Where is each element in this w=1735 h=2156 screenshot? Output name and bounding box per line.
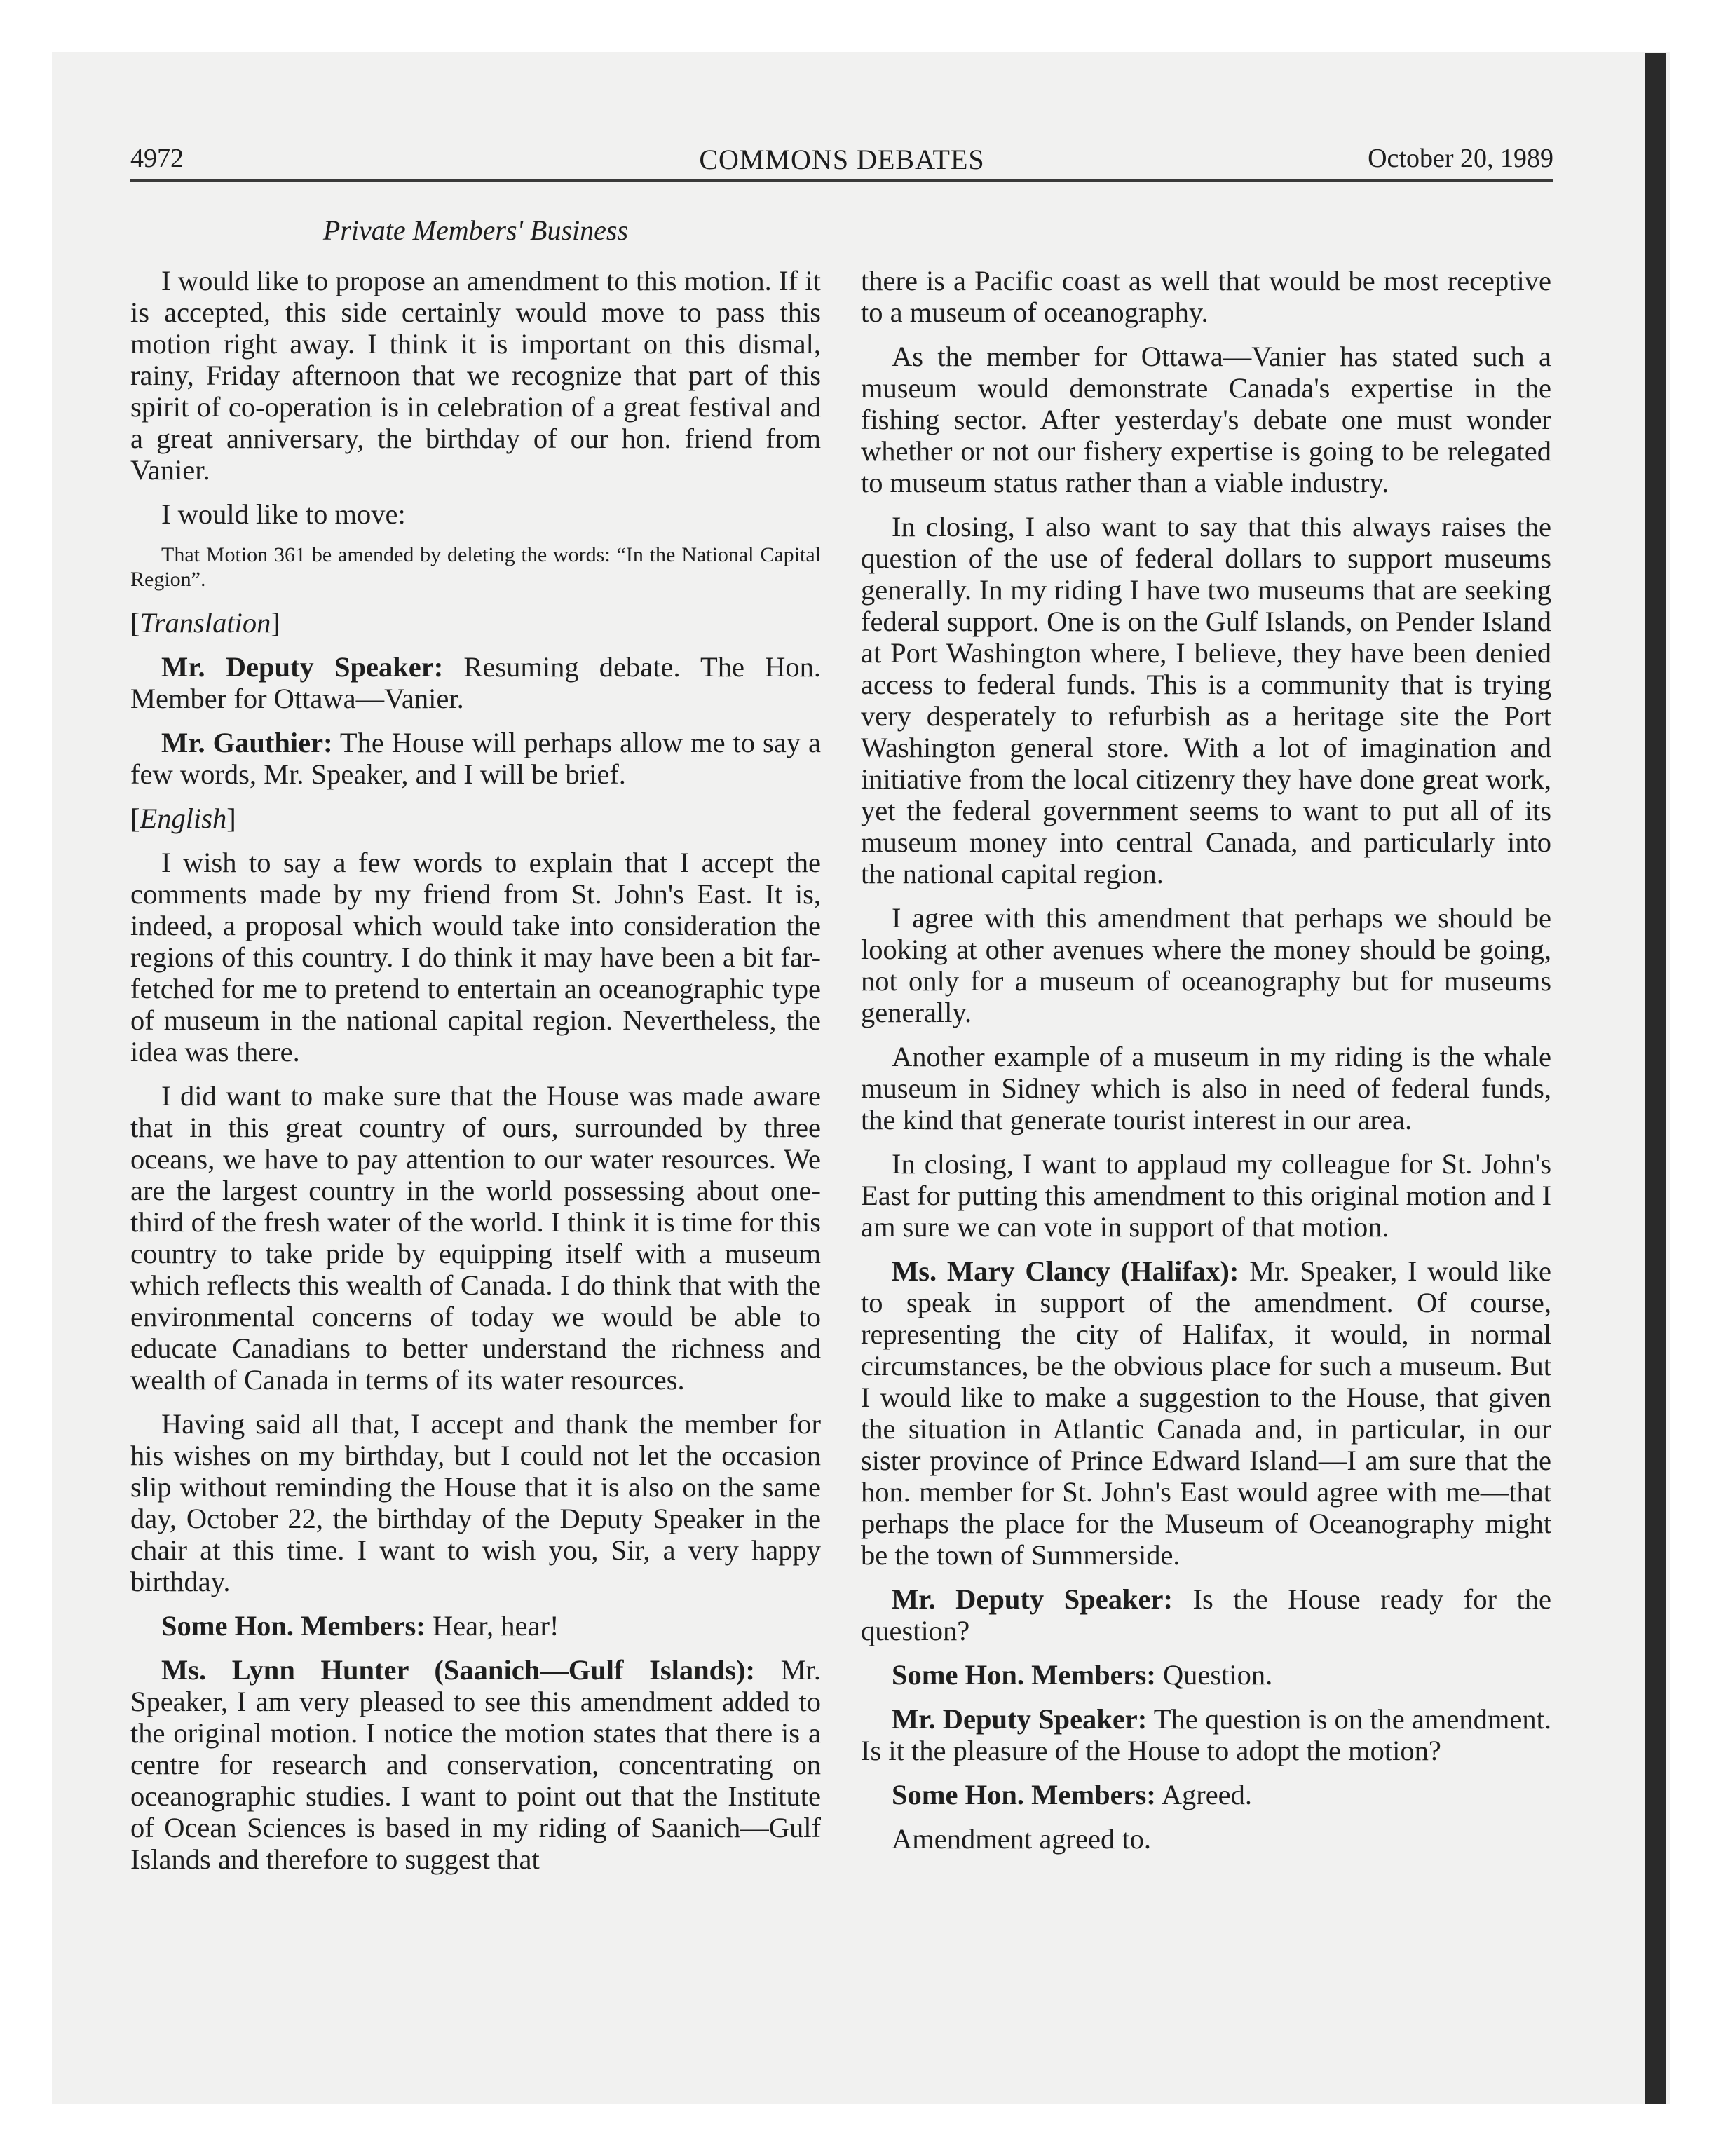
paragraph: I agree with this amendment that perhaps we should be looking at other avenues where the money should be going, not only for a museum of oceanography but for museums generally.: [861, 902, 1551, 1028]
paragraph: As the member for Ottawa—Vanier has stated such a museum would demonstrate Canada's expertise in the fishing sector. After yesterday's debate one must wonder whether or not our fishery expertise is going to be relegated to museum status rather than a viable industry.: [861, 341, 1551, 498]
paragraph: I would like to propose an amendment to this motion. If it is accepted, this side certainly would move to pass this motion right away. I think it is important on this dismal, rainy, Friday afternoon that we recognize that part of this spirit of co-operation is in celebration of a great festival and a great anniversary, the birthday of our hon. friend from Vanier.: [130, 265, 821, 486]
speaker-name: Some Hon. Members:: [892, 1659, 1156, 1691]
motion-quote: That Motion 361 be amended by deleting the words: “In the National Capital Region”.: [130, 543, 821, 591]
header-rule: [130, 179, 1553, 182]
speaker-name: Some Hon. Members:: [892, 1779, 1156, 1810]
continuation-paragraph: there is a Pacific coast as well that would be most receptive to a museum of oceanography.: [861, 265, 1551, 328]
speaker-name: Mr. Deputy Speaker:: [892, 1583, 1173, 1615]
speech-paragraph: Mr. Gauthier: The House will perhaps allow me to say a few words, Mr. Speaker, and I will be brief.: [130, 727, 822, 790]
page-number: 4972: [130, 144, 184, 173]
speaker-name: Ms. Lynn Hunter (Saanich—Gulf Islands):: [161, 1654, 755, 1686]
speech-paragraph: Mr. Deputy Speaker: The question is on the amendment. Is it the pleasure of the House to adopt the motion?: [861, 1703, 1551, 1766]
paragraph: I did want to make sure that the House was made aware that in this great country of ours, surrounded by three oceans, we have to pay attention to our water resources. We are the largest country in the world possessing about one-third of the fresh water of the world. I think it is time for this country to take pride by equipping itself with a museum which reflects this wealth of Canada. I do think that with the environmental concerns of today we would be able to educate Canadians to better understand the richness and wealth of Canada in terms of its water resources.: [130, 1080, 821, 1396]
speech-paragraph: Ms. Lynn Hunter (Saanich—Gulf Islands): Mr. Speaker, I am very pleased to see this amendment added to the original motion. I notice the motion states that there is a centre for research and conservation, concentrating on oceanographic studies. I want to point out that the Institute of Ocean Sciences is based in my riding of Saanich—Gulf Islands and therefore to suggest that: [130, 1654, 822, 1875]
page-header: [130, 137, 1553, 179]
left-column: [130, 265, 821, 1888]
speech-paragraph: Some Hon. Members: Agreed.: [892, 1779, 1253, 1810]
paragraph: I wish to say a few words to explain that I accept the comments made by my friend from St. John's East. It is, indeed, a proposal which would take into consideration the regions of this country. I do think it may have been a bit far-fetched for me to pretend to entertain an oceanographic type of museum in the national capital region. Nevertheless, the idea was there.: [130, 847, 821, 1067]
paragraph: I would like to move:: [161, 498, 406, 530]
speaker-name: Some Hon. Members:: [161, 1610, 426, 1642]
speaker-name: Ms. Mary Clancy (Halifax):: [892, 1255, 1239, 1287]
section-heading: Private Members' Business: [322, 214, 629, 246]
speaker-name: Mr. Deputy Speaker:: [161, 651, 444, 683]
speaker-name: Mr. Deputy Speaker:: [892, 1703, 1148, 1735]
language-marker: [English]: [130, 803, 236, 834]
language-marker: [Translation]: [130, 607, 280, 639]
speech-paragraph: Some Hon. Members: Question.: [892, 1659, 1273, 1691]
speech-paragraph: Mr. Deputy Speaker: Resuming debate. The Hon. Member for Ottawa—Vanier.: [130, 651, 821, 714]
paragraph: Having said all that, I accept and thank the member for his wishes on my birthday, but I could not let the occasion slip without reminding the House that it is also on the same day, October 22, the birthday of the Deputy Speaker in the chair at this time. I want to wish you, Sir, a very happy birthday.: [130, 1408, 821, 1597]
publication-date: October 20, 1989: [1368, 144, 1553, 173]
speech-paragraph: Some Hon. Members: Hear, hear!: [161, 1610, 559, 1642]
speaker-name: Mr. Gauthier:: [161, 727, 333, 758]
right-column: [861, 265, 1551, 1867]
speech-paragraph: Ms. Mary Clancy (Halifax): Mr. Speaker, I would like to speak in support of the amendment. Of course, representing the city of Halifax, it would, in normal circumstances, be the obvious place for such a museum. But I would like to make a suggestion to the House, that given the situation in Atlantic Canada and, in particular, in our sister province of Prince Edward Island—I am sure that the hon. member for St. John's East would agree with me—that perhaps the place for the Museum of Oceanography might be the town of Summerside.: [861, 1255, 1551, 1571]
publication-title: COMMONS DEBATES: [699, 144, 985, 175]
scan-edge-bar: [1645, 53, 1666, 2104]
paragraph: In closing, I also want to say that this always raises the question of the use of federal dollars to support museums generally. In my riding I have two museums that are seeking federal support. One is on the Gulf Islands, on Pender Island at Port Washington where, I believe, they have been denied access to federal funds. This is a community that is trying very desperately to refurbish as a heritage site the Port Washington general store. With a lot of imagination and initiative from the local citizenry they have done great work, yet the federal government seems to want to put all of its museum money into central Canada, and particularly into the national capital region.: [861, 511, 1551, 889]
speech-paragraph: Mr. Deputy Speaker: Is the House ready for the question?: [861, 1583, 1551, 1646]
paragraph: Another example of a museum in my riding is the whale museum in Sidney which is also in need of federal funds, the kind that generate tourist interest in our area.: [861, 1041, 1551, 1135]
paragraph: In closing, I want to applaud my colleague for St. John's East for putting this amendment to this original motion and I am sure we can vote in support of that motion.: [861, 1148, 1551, 1243]
paragraph: Amendment agreed to.: [892, 1823, 1151, 1855]
